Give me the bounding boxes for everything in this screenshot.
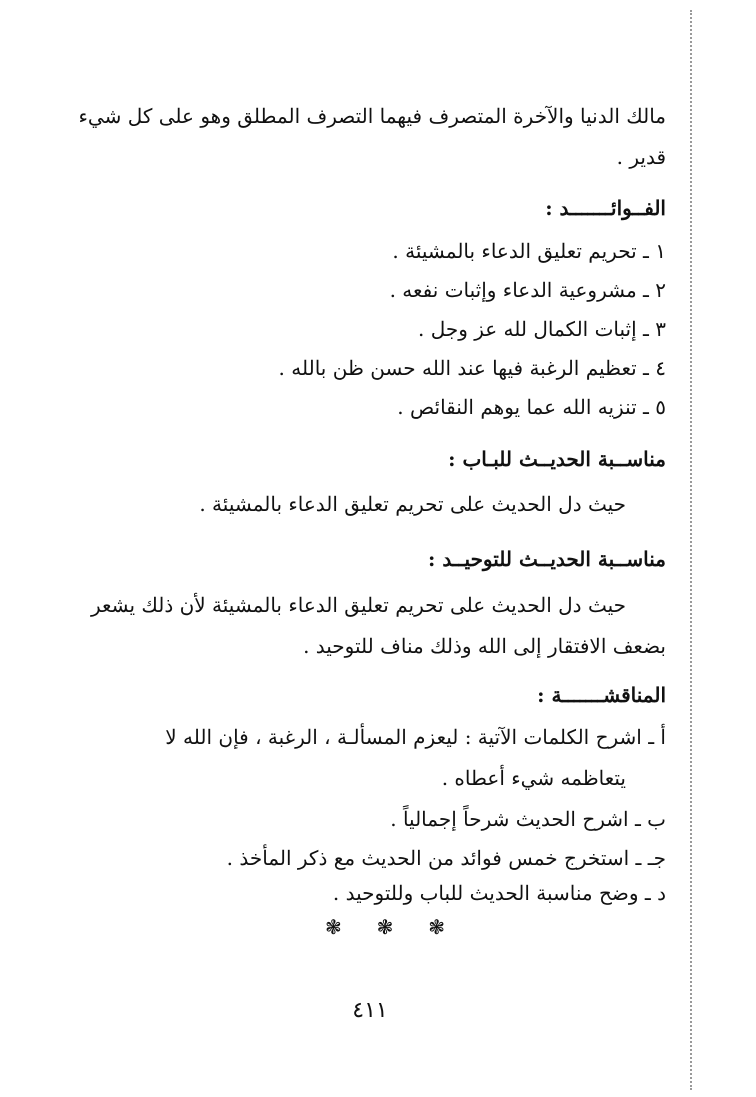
page-number: ٤١١ <box>352 998 388 1023</box>
benefit-item-4: ٤ ـ تعظيم الرغبة فيها عند الله حسن ظن بالله . <box>278 356 666 380</box>
tawhid-relevance-line-1: حيث دل الحديث على تحريم تعليق الدعاء بالمشيئة لأن ذلك يشعر <box>90 593 626 617</box>
discussion-item-a: أ ـ اشرح الكلمات الآتية : ليعزم المسألـة ، الرغبة ، فإن الله لا <box>165 725 666 749</box>
discussion-item-a-continued: يتعاظمه شيء أعطاه . <box>441 766 626 790</box>
benefits-heading: الفــوائـــــــد : <box>545 196 666 220</box>
discussion-item-d: د ـ وضح مناسبة الحديث للباب وللتوحيد . <box>332 881 666 905</box>
margin-dotted-line <box>690 10 692 1090</box>
chapter-relevance-heading: مناســبة الحديــث للبـاب : <box>448 447 666 471</box>
benefit-item-5: ٥ ـ تنزيه الله عما يوهم النقائص . <box>397 395 666 419</box>
discussion-item-b: ب ـ اشرح الحديث شرحاً إجمالياً . <box>390 807 666 831</box>
intro-line-2: قدير . <box>616 145 666 169</box>
benefit-item-3: ٣ ـ إثبات الكمال لله عز وجل . <box>417 317 666 341</box>
separator-star-icon: ❃ <box>428 915 445 939</box>
discussion-heading: المناقشـــــــة : <box>537 683 666 707</box>
separator-star-icon: ❃ <box>376 915 394 939</box>
tawhid-relevance-heading: مناســبة الحديــث للتوحيــد : <box>427 547 666 571</box>
tawhid-relevance-line-2: بضعف الافتقار إلى الله وذلك مناف للتوحيد . <box>303 634 666 658</box>
benefit-item-2: ٢ ـ مشروعية الدعاء وإثبات نفعه . <box>389 278 666 302</box>
chapter-relevance-text: حيث دل الحديث على تحريم تعليق الدعاء بالمشيئة . <box>199 492 626 516</box>
separator-star-icon: ❃ <box>325 915 342 939</box>
section-separator <box>325 912 445 942</box>
intro-line-1: مالك الدنيا والآخرة المتصرف فيهما التصرف المطلق وهو على كل شيء <box>78 104 666 128</box>
benefit-item-1: ١ ـ تحريم تعليق الدعاء بالمشيئة . <box>392 239 666 263</box>
discussion-item-c: جـ ـ استخرج خمس فوائد من الحديث مع ذكر المأخذ . <box>226 846 666 870</box>
